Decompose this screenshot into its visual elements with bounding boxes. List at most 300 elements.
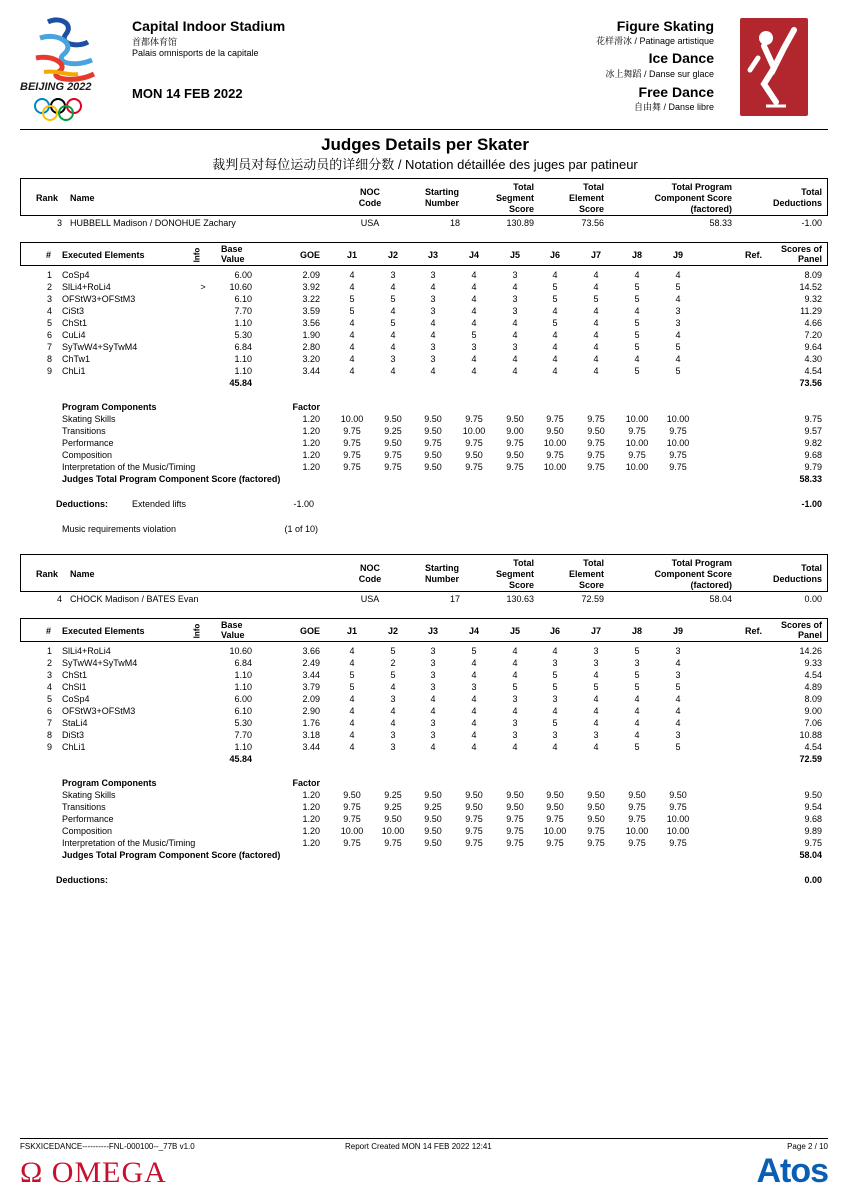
col-goe-header: GOE	[299, 626, 320, 636]
element-judge-score: 5	[634, 682, 640, 692]
element-judge-score: 3	[390, 742, 396, 752]
component-judge-score: 9.50	[424, 426, 442, 436]
element-judge-score: 3	[430, 342, 436, 352]
element-judge-score: 3	[512, 694, 518, 704]
component-judge-score: 9.75	[587, 450, 605, 460]
element-score-total: 73.56	[799, 378, 822, 388]
element-judge-score: 4	[512, 742, 518, 752]
component-judge-score: 9.75	[628, 838, 646, 848]
element-judge-score: 4	[512, 658, 518, 668]
element-judge-score: 3	[675, 646, 681, 656]
col-judge-header: J6	[549, 626, 560, 636]
element-base-value: 6.00	[234, 694, 252, 704]
component-name: Transitions	[62, 426, 106, 436]
deduction-item: Extended lifts	[132, 499, 187, 509]
element-judge-score: 4	[430, 742, 436, 752]
deductions-total: -1.00	[801, 499, 822, 509]
element-judge-score: 4	[390, 342, 396, 352]
component-judge-score: 9.25	[384, 790, 402, 800]
element-panel-score: 7.06	[804, 718, 822, 728]
element-number: 3	[46, 670, 52, 680]
component-judge-score: 9.75	[424, 438, 442, 448]
col-ref-header: Ref.	[745, 250, 763, 260]
component-judge-score: 9.50	[384, 814, 402, 824]
element-panel-score: 8.09	[804, 270, 822, 280]
element-judge-score: 4	[349, 706, 355, 716]
element-goe: 2.80	[302, 342, 320, 352]
component-judge-score: 9.50	[424, 414, 442, 424]
element-judge-score: 4	[512, 282, 518, 292]
element-panel-score: 4.54	[804, 366, 822, 376]
element-judge-score: 4	[471, 282, 477, 292]
component-judge-score: 9.75	[546, 838, 564, 848]
component-judge-score: 9.50	[384, 414, 402, 424]
col-pcs-header: Component Score	[654, 569, 732, 579]
component-judge-score: 9.50	[587, 790, 605, 800]
element-judge-score: 4	[552, 366, 558, 376]
element-judge-score: 5	[552, 682, 558, 692]
factor-header: Factor	[292, 778, 320, 788]
component-judge-score: 9.50	[506, 450, 524, 460]
col-judge-header: J5	[509, 626, 520, 636]
component-judge-score: 9.25	[384, 426, 402, 436]
element-judge-score: 3	[430, 306, 436, 316]
component-judge-score: 9.75	[465, 814, 483, 824]
component-panel-score: 9.68	[804, 450, 822, 460]
skater-rank: 4	[56, 594, 62, 604]
component-name: Composition	[62, 826, 113, 836]
component-judge-score: 9.50	[465, 802, 483, 812]
element-judge-score: 4	[675, 718, 681, 728]
element-panel-score: 9.32	[804, 294, 822, 304]
component-judge-score: 9.75	[506, 838, 524, 848]
component-judge-score: 10.00	[381, 826, 405, 836]
element-judge-score: 4	[512, 646, 518, 656]
element-judge-score: 4	[471, 270, 477, 280]
component-judge-score: 9.50	[506, 790, 524, 800]
skater-total-element-score: 72.59	[581, 594, 604, 604]
element-judge-score: 5	[634, 670, 640, 680]
component-judge-score: 9.75	[465, 826, 483, 836]
col-info-header: Info	[192, 623, 202, 639]
element-judge-score: 4	[390, 330, 396, 340]
component-judge-score: 9.50	[343, 790, 361, 800]
component-judge-score: 9.50	[546, 426, 564, 436]
col-elements-header: Executed Elements	[62, 250, 145, 260]
segment-title: Free Dance	[638, 84, 714, 100]
component-panel-score: 9.79	[804, 462, 822, 472]
element-judge-score: 4	[471, 742, 477, 752]
element-number: 5	[46, 318, 52, 328]
component-factor: 1.20	[302, 438, 320, 448]
col-judge-header: J2	[387, 626, 398, 636]
component-judge-score: 9.50	[546, 802, 564, 812]
component-judge-score: 9.75	[628, 450, 646, 460]
element-panel-score: 4.54	[804, 670, 822, 680]
col-noc-header: NOC	[360, 563, 380, 573]
element-judge-score: 5	[552, 718, 558, 728]
note-text: Music requirements violation	[62, 524, 177, 534]
component-judge-score: 9.50	[506, 802, 524, 812]
component-judge-score: 10.00	[543, 438, 567, 448]
element-judge-score: 3	[512, 270, 518, 280]
element-judge-score: 4	[593, 366, 599, 376]
component-judge-score: 9.75	[546, 450, 564, 460]
element-goe: 2.49	[302, 658, 320, 668]
element-panel-score: 9.64	[804, 342, 822, 352]
component-judge-score: 9.50	[424, 826, 442, 836]
element-code: ChSl1	[62, 682, 87, 692]
col-judge-header: J9	[672, 250, 683, 260]
component-judge-score: 9.75	[506, 438, 524, 448]
component-factor: 1.20	[302, 814, 320, 824]
skater-start-number: 17	[449, 594, 460, 604]
element-judge-score: 4	[430, 706, 436, 716]
col-pcs-header: (factored)	[690, 580, 732, 590]
component-panel-score: 9.75	[804, 838, 822, 848]
col-num-header: #	[46, 250, 52, 260]
component-judge-score: 9.75	[465, 414, 483, 424]
component-judge-score: 10.00	[625, 414, 649, 424]
col-judge-header: J5	[509, 250, 520, 260]
element-judge-score: 4	[675, 354, 681, 364]
element-code: ChSt1	[62, 318, 88, 328]
component-judge-score: 9.75	[587, 438, 605, 448]
element-base-value: 1.10	[234, 682, 252, 692]
element-judge-score: 4	[471, 354, 477, 364]
component-panel-score: 9.75	[804, 414, 822, 424]
element-judge-score: 4	[675, 658, 681, 668]
component-judge-score: 9.75	[546, 414, 564, 424]
element-judge-score: 4	[552, 306, 558, 316]
component-judge-score: 9.50	[424, 462, 442, 472]
judges-total-pcs-label: Judges Total Program Component Score (factored)	[62, 474, 281, 484]
col-judge-header: J4	[468, 626, 479, 636]
component-factor: 1.20	[302, 426, 320, 436]
element-judge-score: 5	[675, 282, 681, 292]
element-goe: 3.92	[302, 282, 320, 292]
component-judge-score: 9.75	[628, 814, 646, 824]
col-base-header: Value	[221, 630, 245, 640]
element-judge-score: 5	[634, 366, 640, 376]
element-judge-score: 4	[349, 694, 355, 704]
element-judge-score: 4	[349, 342, 355, 352]
element-goe: 3.44	[302, 366, 320, 376]
skater-total-deductions: -1.00	[801, 218, 822, 228]
element-judge-score: 5	[634, 282, 640, 292]
element-judge-score: 5	[390, 318, 396, 328]
component-judge-score: 10.00	[462, 426, 486, 436]
component-factor: 1.20	[302, 462, 320, 472]
element-base-value: 6.00	[234, 270, 252, 280]
component-judge-score: 9.00	[506, 426, 524, 436]
element-base-value: 6.84	[234, 658, 252, 668]
judges-total-pcs-value: 58.04	[799, 850, 822, 860]
element-judge-score: 4	[552, 354, 558, 364]
component-judge-score: 9.50	[587, 802, 605, 812]
element-judge-score: 3	[430, 294, 436, 304]
component-judge-score: 9.75	[343, 438, 361, 448]
component-judge-score: 9.75	[587, 838, 605, 848]
col-start-header: Starting	[424, 187, 459, 197]
element-code: ChLi1	[62, 366, 86, 376]
col-judge-header: J8	[631, 626, 642, 636]
element-panel-score: 10.88	[799, 730, 822, 740]
component-judge-score: 9.25	[424, 802, 442, 812]
deduction-value: -1.00	[293, 499, 314, 509]
skater-rank: 3	[56, 218, 62, 228]
component-judge-score: 9.75	[343, 450, 361, 460]
segment-subtitle: 自由舞 / Danse libre	[633, 102, 714, 112]
element-judge-score: 4	[552, 646, 558, 656]
element-judge-score: 3	[675, 318, 681, 328]
element-number: 9	[46, 366, 52, 376]
element-base-value: 10.60	[229, 282, 252, 292]
component-judge-score: 10.00	[340, 826, 364, 836]
element-panel-score: 4.66	[804, 318, 822, 328]
element-panel-score: 8.09	[804, 694, 822, 704]
element-judge-score: 4	[675, 294, 681, 304]
element-judge-score: 5	[675, 682, 681, 692]
element-judge-score: 4	[512, 670, 518, 680]
event-title: Ice Dance	[648, 50, 714, 66]
element-judge-score: 5	[552, 282, 558, 292]
element-code: SyTwW4+SyTwM4	[62, 342, 138, 352]
col-sop-header: Scores of	[780, 620, 822, 630]
col-start-header: Number	[424, 198, 459, 208]
col-judge-header: J4	[468, 250, 479, 260]
element-judge-score: 5	[552, 318, 558, 328]
component-judge-score: 9.75	[628, 802, 646, 812]
element-judge-score: 5	[634, 294, 640, 304]
element-judge-score: 4	[552, 742, 558, 752]
header-divider	[20, 129, 828, 130]
component-judge-score: 10.00	[666, 438, 690, 448]
element-judge-score: 3	[512, 342, 518, 352]
element-judge-score: 5	[634, 742, 640, 752]
skater-total-segment-score: 130.89	[506, 218, 534, 228]
col-rank-header: Rank	[36, 193, 59, 203]
col-ded-header: Deductions	[772, 574, 822, 584]
sport-subtitle: 花样滑冰 / Patinage artistique	[595, 36, 714, 46]
col-name-header: Name	[70, 569, 95, 579]
element-judge-score: 5	[675, 342, 681, 352]
component-judge-score: 9.75	[628, 426, 646, 436]
skater-total-pcs: 58.33	[709, 218, 732, 228]
col-tes-header: Score	[578, 580, 604, 590]
col-tes-header: Element	[568, 193, 604, 203]
element-judge-score: 4	[593, 330, 599, 340]
venue-title: Capital Indoor Stadium	[132, 18, 286, 34]
col-tss-header: Segment	[495, 569, 534, 579]
element-judge-score: 5	[634, 646, 640, 656]
element-judge-score: 4	[675, 706, 681, 716]
element-judge-score: 4	[471, 730, 477, 740]
element-judge-score: 4	[471, 318, 477, 328]
element-judge-score: 4	[349, 354, 355, 364]
element-goe: 3.44	[302, 670, 320, 680]
element-judge-score: 3	[512, 294, 518, 304]
element-base-value: 1.10	[234, 318, 252, 328]
element-judge-score: 4	[593, 694, 599, 704]
element-judge-score: 5	[471, 330, 477, 340]
component-judge-score: 10.00	[625, 462, 649, 472]
component-judge-score: 9.50	[424, 450, 442, 460]
element-base-value: 1.10	[234, 354, 252, 364]
skater-noc: USA	[360, 594, 380, 604]
element-base-value: 6.10	[234, 294, 252, 304]
component-judge-score: 10.00	[666, 826, 690, 836]
atos-logo: Atos	[756, 1152, 828, 1190]
element-panel-score: 4.54	[804, 742, 822, 752]
element-judge-score: 3	[471, 682, 477, 692]
col-tes-header: Total	[583, 182, 604, 192]
component-factor: 1.20	[302, 838, 320, 848]
element-panel-score: 4.89	[804, 682, 822, 692]
col-tss-header: Total	[513, 558, 534, 568]
element-number: 1	[46, 270, 52, 280]
component-judge-score: 9.25	[384, 802, 402, 812]
svg-text:BEIJING 2022: BEIJING 2022	[20, 81, 92, 93]
component-name: Composition	[62, 450, 113, 460]
col-tss-header: Total	[513, 182, 534, 192]
element-judge-score: 5	[593, 682, 599, 692]
footer-divider	[20, 1138, 828, 1139]
col-ded-header: Total	[801, 563, 822, 573]
element-judge-score: 4	[349, 282, 355, 292]
component-judge-score: 9.50	[384, 438, 402, 448]
element-judge-score: 4	[430, 282, 436, 292]
element-judge-score: 4	[634, 718, 640, 728]
element-judge-score: 3	[512, 306, 518, 316]
element-code: ChSt1	[62, 670, 88, 680]
element-goe: 2.90	[302, 706, 320, 716]
element-judge-score: 4	[593, 354, 599, 364]
component-judge-score: 9.75	[343, 838, 361, 848]
element-goe: 3.20	[302, 354, 320, 364]
element-judge-score: 3	[552, 730, 558, 740]
component-judge-score: 10.00	[625, 438, 649, 448]
element-base-value: 5.30	[234, 330, 252, 340]
beijing-2022-logo	[18, 14, 114, 124]
element-judge-score: 5	[675, 742, 681, 752]
col-num-header: #	[46, 626, 52, 636]
col-tes-header: Total	[583, 558, 604, 568]
element-goe: 3.56	[302, 318, 320, 328]
event-subtitle: 冰上舞蹈 / Danse sur glace	[605, 69, 714, 79]
element-judge-score: 4	[634, 730, 640, 740]
component-judge-score: 9.50	[669, 790, 687, 800]
component-panel-score: 9.82	[804, 438, 822, 448]
element-judge-score: 5	[349, 682, 355, 692]
component-judge-score: 9.50	[546, 790, 564, 800]
element-number: 1	[46, 646, 52, 656]
element-panel-score: 11.29	[800, 306, 822, 316]
component-judge-score: 9.75	[465, 838, 483, 848]
element-judge-score: 4	[552, 342, 558, 352]
col-judge-header: J6	[549, 250, 560, 260]
element-judge-score: 4	[471, 658, 477, 668]
element-judge-score: 5	[634, 318, 640, 328]
element-judge-score: 5	[390, 294, 396, 304]
element-judge-score: 4	[552, 706, 558, 716]
col-ded-header: Total	[801, 187, 822, 197]
element-panel-score: 4.30	[804, 354, 822, 364]
element-judge-score: 4	[390, 682, 396, 692]
col-judge-header: J1	[346, 626, 357, 636]
element-judge-score: 5	[634, 330, 640, 340]
element-judge-score: 4	[349, 330, 355, 340]
col-start-header: Starting	[424, 563, 459, 573]
component-judge-score: 9.75	[343, 426, 361, 436]
col-start-header: Number	[424, 574, 459, 584]
element-judge-score: 5	[675, 366, 681, 376]
component-judge-score: 9.50	[465, 790, 483, 800]
element-judge-score: 2	[390, 658, 396, 668]
col-name-header: Name	[70, 193, 95, 203]
component-judge-score: 9.50	[628, 790, 646, 800]
element-judge-score: 4	[349, 718, 355, 728]
event-date: MON 14 FEB 2022	[132, 86, 243, 101]
omega-logo: Ω OMEGA	[20, 1156, 167, 1189]
element-judge-score: 4	[512, 354, 518, 364]
skater-total-segment-score: 130.63	[506, 594, 534, 604]
element-judge-score: 4	[390, 706, 396, 716]
venue-chinese: 首都体育馆	[132, 37, 178, 47]
element-code: CoSp4	[62, 694, 90, 704]
element-goe: 1.90	[302, 330, 320, 340]
skater-name: CHOCK Madison / BATES Evan	[70, 594, 199, 604]
element-judge-score: 4	[675, 270, 681, 280]
element-judge-score: 3	[593, 730, 599, 740]
element-judge-score: 4	[634, 354, 640, 364]
col-tes-header: Element	[568, 569, 604, 579]
col-noc-header: NOC	[360, 187, 380, 197]
component-judge-score: 9.75	[384, 838, 402, 848]
component-factor: 1.20	[302, 790, 320, 800]
element-judge-score: 3	[390, 270, 396, 280]
element-base-value: 1.10	[234, 366, 252, 376]
element-judge-score: 4	[471, 706, 477, 716]
component-judge-score: 9.50	[424, 790, 442, 800]
element-judge-score: 4	[675, 330, 681, 340]
element-judge-score: 3	[593, 658, 599, 668]
element-judge-score: 5	[593, 294, 599, 304]
element-judge-score: 4	[512, 318, 518, 328]
component-factor: 1.20	[302, 802, 320, 812]
element-panel-score: 7.20	[804, 330, 822, 340]
col-sop-header: Panel	[797, 254, 822, 264]
col-judge-header: J1	[346, 250, 357, 260]
element-judge-score: 3	[471, 342, 477, 352]
element-judge-score: 5	[471, 646, 477, 656]
element-judge-score: 3	[675, 730, 681, 740]
component-judge-score: 10.00	[340, 414, 364, 424]
component-name: Skating Skills	[62, 790, 116, 800]
component-judge-score: 9.75	[669, 426, 687, 436]
component-judge-score: 9.75	[669, 450, 687, 460]
col-judge-header: J7	[590, 250, 601, 260]
report-created: Report Created MON 14 FEB 2022 12:41	[345, 1142, 492, 1151]
col-judge-header: J7	[590, 626, 601, 636]
element-panel-score: 14.52	[799, 282, 822, 292]
element-judge-score: 4	[593, 670, 599, 680]
element-score-total: 72.59	[799, 754, 822, 764]
component-judge-score: 9.75	[669, 838, 687, 848]
component-judge-score: 10.00	[543, 462, 567, 472]
element-judge-score: 4	[593, 706, 599, 716]
element-code: ChTw1	[62, 354, 91, 364]
